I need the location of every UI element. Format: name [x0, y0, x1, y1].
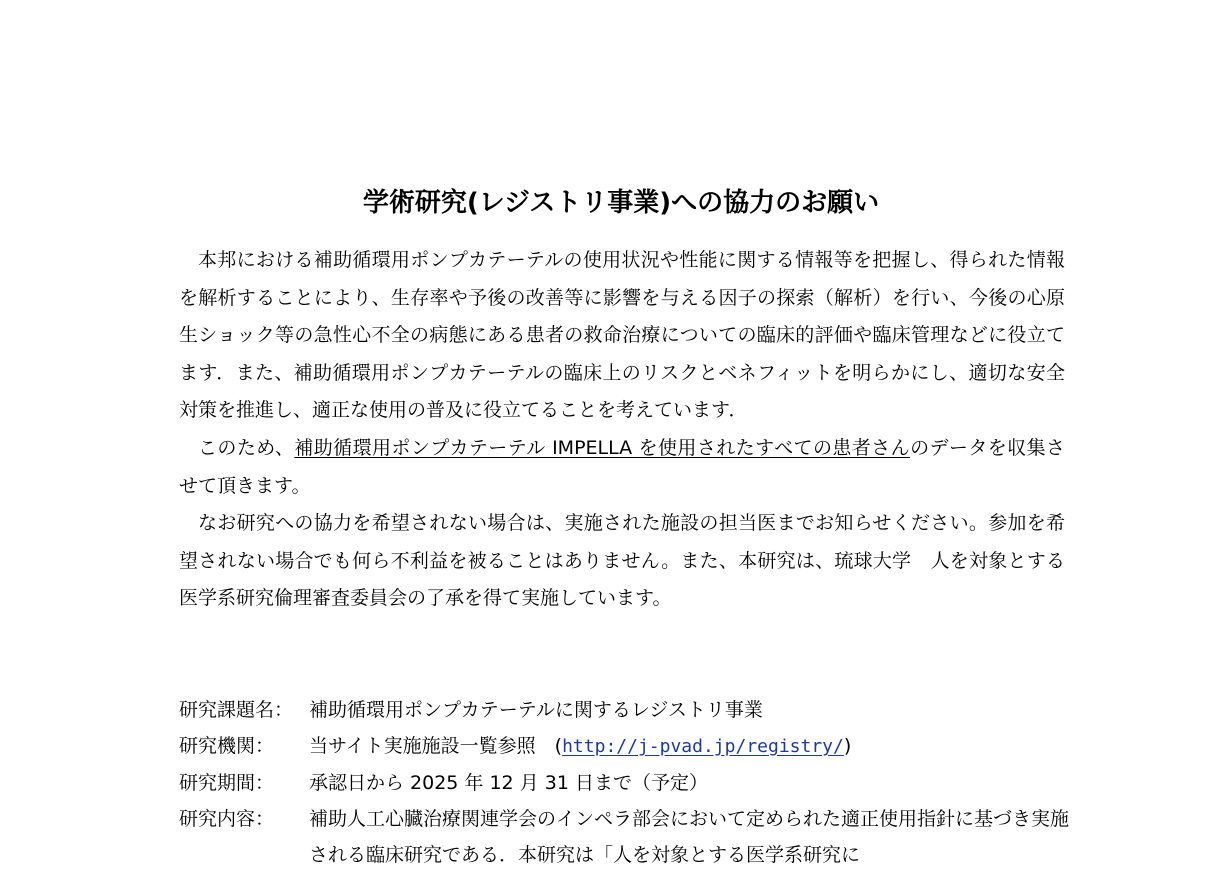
paragraph-purpose: 本邦における補助循環用ポンプカテーテルの使用状況や性能に関する情報等を把握し、得られた情報を解析することにより、生存率や予後の改善等に影響を与える因子の探索（解析）を行い、今後の心原生ショック等の急性心不全の病態にある患者の救命治療についての臨床的評価や臨床管理などに役立てます．また、補助循環用ポンプカテーテルの臨床上のリスクとベネフィットを明らかにし、適切な安全対策を推進し、適正な使用の普及に役立てることを考えています．: [179, 249, 1065, 422]
study-institution-text: 当サイト実施施設一覧参照 (: [309, 735, 563, 757]
study-institution-value: [309, 728, 1069, 765]
page-title: 学術研究(レジストリ事業)への協力のお願い: [362, 188, 880, 218]
study-period-value: 承認日から 2025 年 12 月 31 日まで（予定）: [309, 772, 708, 794]
study-title-row: [179, 692, 1069, 728]
study-period-label: 研究期間：: [179, 772, 275, 794]
study-institution-row: [179, 728, 1069, 765]
paragraph-data-collection-post: のデータを収集させて頂きます。: [179, 436, 1065, 497]
target-patients-underlined: 補助循環用ポンプカテーテル IMPELLA を使用されたすべての患者さん: [294, 436, 911, 459]
study-info: [179, 692, 1069, 873]
study-institution-label: 研究機関：: [179, 735, 275, 757]
study-content-value: 補助人工心臓治療関連学会のインペラ部会において定められた適正使用指針に基づき実施される臨床研究である．本研究は「人を対象とする医学系研究に: [309, 808, 1070, 866]
study-period-row: [179, 765, 1069, 801]
request-body: [179, 242, 1065, 618]
registry-link[interactable]: http://j-pvad.jp/registry/: [562, 736, 844, 757]
study-title-label: 研究課題名：: [179, 699, 294, 721]
study-institution-close: ): [843, 735, 852, 757]
study-content-row: [179, 801, 1069, 873]
study-content-label: 研究内容：: [179, 808, 275, 830]
paragraph-opt-out: なお研究への協力を希望されない場合は、実施された施設の担当医までお知らせください。参加を希望されない場合でも何ら不利益を被ることはありません。また、本研究は、琉球大学 人を対象とする医学系研究倫理審査委員会の了承を得て実施しています。: [179, 512, 1065, 610]
study-title-value: 補助循環用ポンプカテーテルに関するレジストリ事業: [309, 699, 763, 721]
paragraph-data-collection-pre: このため、: [198, 436, 295, 459]
paragraph-data-collection: [179, 430, 1065, 505]
